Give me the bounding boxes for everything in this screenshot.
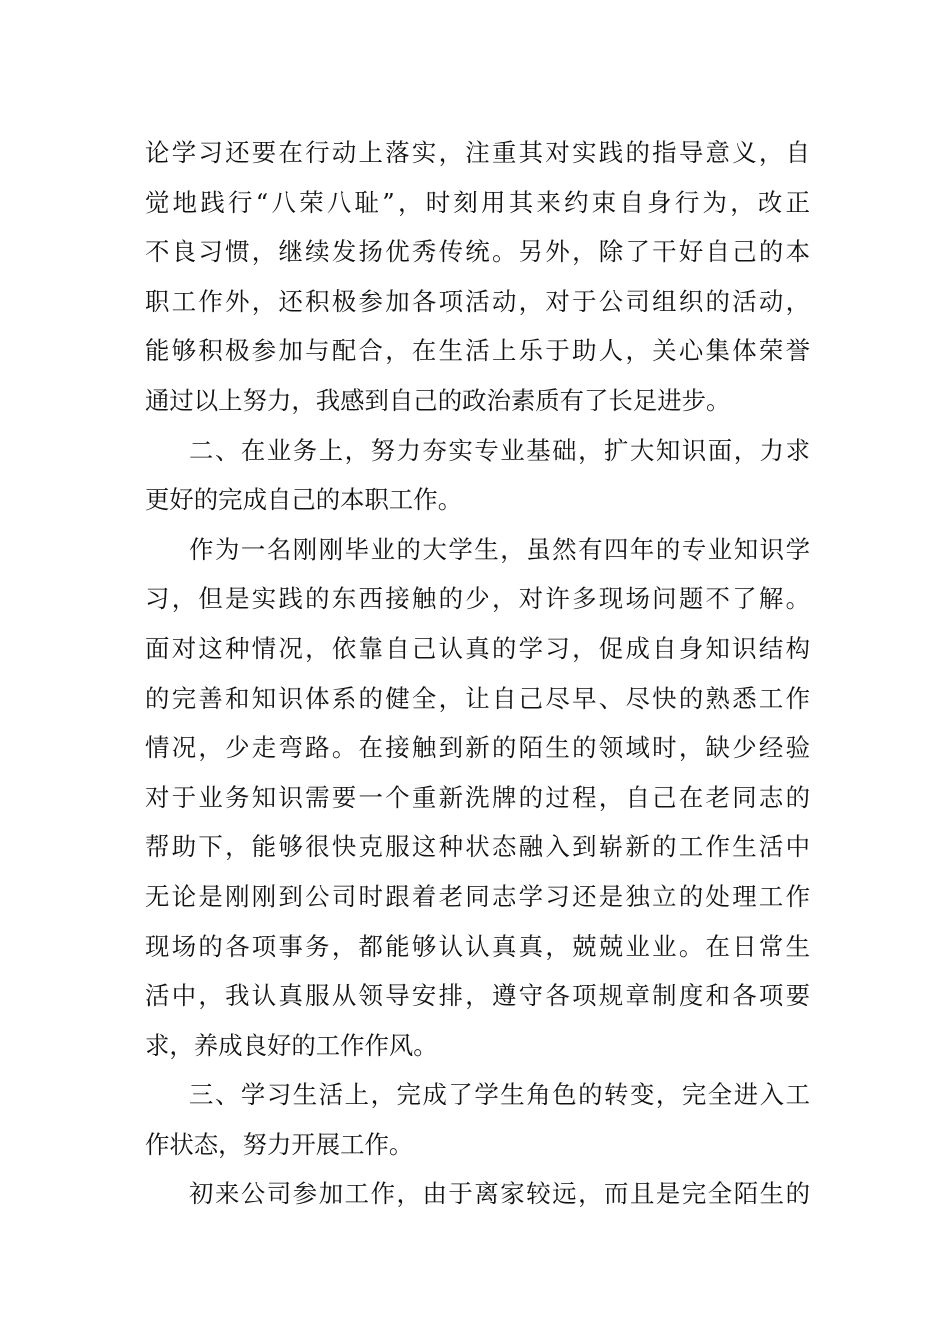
text-line: 作为一名刚刚毕业的大学生，虽然有四年的专业知识学	[189, 534, 810, 564]
text-line: 习，但是实践的东西接触的少，对许多现场问题不了解。	[145, 584, 810, 614]
text-line: 情况，少走弯路。在接触到新的陌生的领域时，缺少经验	[145, 733, 810, 763]
text-line: 求，养成良好的工作作风。	[145, 1030, 438, 1060]
text-line: 面对这种情况，依靠自己认真的学习，促成自身知识结构	[145, 633, 810, 663]
text-line: 帮助下，能够很快克服这种状态融入到崭新的工作生活中	[145, 832, 810, 862]
document-body	[145, 128, 810, 1219]
text-line: 活中，我认真服从领导安排，遵守各项规章制度和各项要	[145, 981, 810, 1011]
text-line: 觉地践行“八荣八耻”，时刻用其来约束自身行为，改正	[145, 187, 810, 217]
text-line: 论学习还要在行动上落实，注重其对实践的指导意义，自	[145, 138, 810, 167]
text-line: 现场的各项事务，都能够认认真真，兢兢业业。在日常生	[145, 931, 810, 961]
text-line: 作状态，努力开展工作。	[145, 1129, 414, 1159]
text-line: 二、在业务上，努力夯实专业基础，扩大知识面，力求	[189, 435, 810, 465]
text-line: 的完善和知识体系的健全，让自己尽早、尽快的熟悉工作	[145, 683, 810, 713]
text-line: 通过以上努力，我感到自己的政治素质有了长足进步。	[145, 385, 731, 415]
text-line: 不良习惯，继续发扬优秀传统。另外，除了干好自己的本	[145, 237, 810, 267]
text-line: 无论是刚刚到公司时跟着老同志学习还是独立的处理工作	[145, 881, 810, 911]
text-line: 职工作外，还积极参加各项活动，对于公司组织的活动，	[145, 286, 810, 316]
text-line: 更好的完成自己的本职工作。	[145, 485, 463, 515]
text-line: 初来公司参加工作，由于离家较远，而且是完全陌生的	[189, 1179, 810, 1209]
text-line: 对于业务知识需要一个重新洗牌的过程，自己在老同志的	[145, 782, 810, 812]
text-line: 能够积极参加与配合，在生活上乐于助人，关心集体荣誉	[145, 336, 810, 366]
text-line: 三、学习生活上，完成了学生角色的转变，完全进入工	[189, 1080, 810, 1110]
